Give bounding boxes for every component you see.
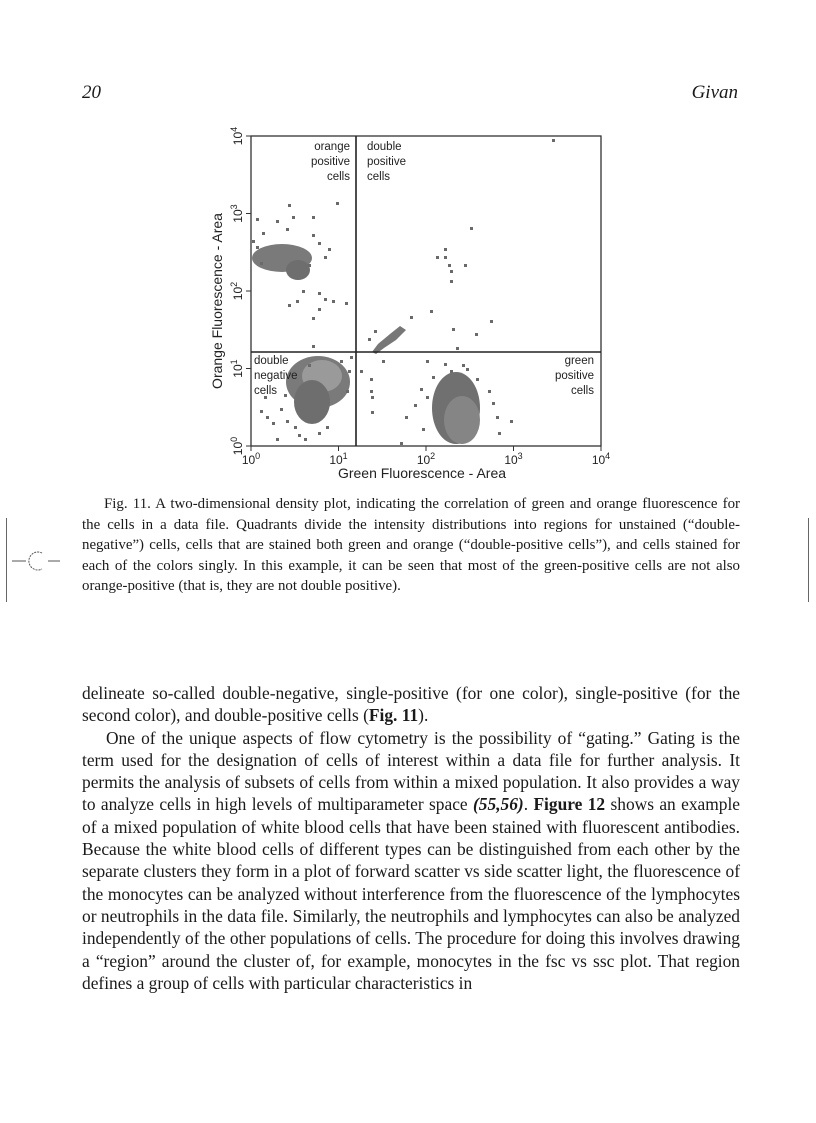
label-orange-positive-1: orange: [314, 141, 350, 153]
citation: (55,56): [473, 794, 524, 815]
figure-caption: [82, 494, 740, 597]
label-green-positive-2: positive: [555, 370, 594, 382]
y-axis-label: Orange Fluorescence - Area: [209, 213, 225, 389]
density-plot: [200, 120, 620, 490]
x-axis-label: Green Fluorescence - Area: [337, 465, 507, 481]
svg-text:104: $10^4$: [229, 126, 245, 146]
svg-text:104: $10^4$: [591, 451, 611, 467]
svg-text:102: $10^2$: [229, 281, 245, 301]
svg-text:100: $10^0$: [229, 436, 245, 456]
label-double-negative-1: double: [254, 355, 289, 367]
label-orange-positive-2: positive: [311, 156, 350, 168]
svg-text:101: $10^1$: [229, 359, 245, 378]
label-double-positive-2: positive: [367, 156, 406, 168]
paragraph-2: One of the unique aspects of flow cytometry is the possibility of “gating.” Gating is the term used for the designation of cells of interest within a data file for further analysis. It permits the analysis of subsets of cells from within a mixed population. It also provides a way to analyze cells in high levels of multiparameter space (55,56). Figure 12 shows an example of a mixed population of white blood cells that have been stained with fluorescent antibodies. Because the white blood cells of different types can be distinguished from each other by the separate clusters they form in a plot of forward scatter vs side scatter light, the fluorescence of the monocytes can be analyzed without interference from the fluorescence of the lymphocytes or neutrophils in the data file. Similarly, the neutrophils and lymphocytes can also be analyzed independently of the other populations of cells. The procedure for doing this involves drawing a “region” around the cluster of, for example, monocytes in the fsc vs ssc plot. That region defines a group of cells with particular characteristics in: [82, 727, 741, 993]
label-double-negative-3: cells: [254, 385, 278, 397]
margin-line-left: [6, 518, 7, 602]
paragraph-1: delineate so-called double-negative, single-positive (for one color), single-positive (for the second color), and double-positive cells (Fig. 11).: [82, 683, 740, 726]
label-double-positive-1: double: [367, 141, 402, 153]
page-number: 20: [82, 82, 101, 103]
body-text: [82, 682, 740, 994]
figure-reference: Fig. 11: [368, 705, 419, 726]
svg-text:101: $10^1$: [329, 451, 348, 467]
label-green-positive-3: cells: [570, 385, 594, 397]
svg-text:103: $10^3$: [229, 204, 245, 223]
density-plot-figure: [200, 120, 620, 490]
label-orange-positive-3: cells: [326, 171, 350, 183]
label-double-negative-2: negative: [254, 370, 298, 382]
svg-text:100: $10^0$: [241, 451, 261, 467]
svg-text:102: $10^2$: [416, 451, 436, 467]
svg-text:103: $10^3$: [504, 451, 523, 467]
y-axis-tick-labels: [229, 127, 245, 455]
label-green-positive-1: green: [564, 355, 594, 367]
label-double-positive-3: cells: [367, 171, 391, 183]
running-head-author: Givan: [691, 82, 738, 103]
caption-text: Fig. 11. A two-dimensional density plot, indicating the correlation of green and orange fluorescence for the cells in a data file. Quadrants divide the intensity distributions into regions for unstained (“double-negative”) cells, cells that are stained both green and orange (“double-positive cells”), and cells stained for each of the colors singly. In this example, it can be seen that most of the green-positive cells are not also orange-positive (that is, they are not double positive).: [82, 496, 740, 595]
margin-line-right: [808, 518, 809, 602]
figure-reference: Figure 12: [533, 794, 606, 815]
registration-mark-icon: [12, 548, 62, 574]
